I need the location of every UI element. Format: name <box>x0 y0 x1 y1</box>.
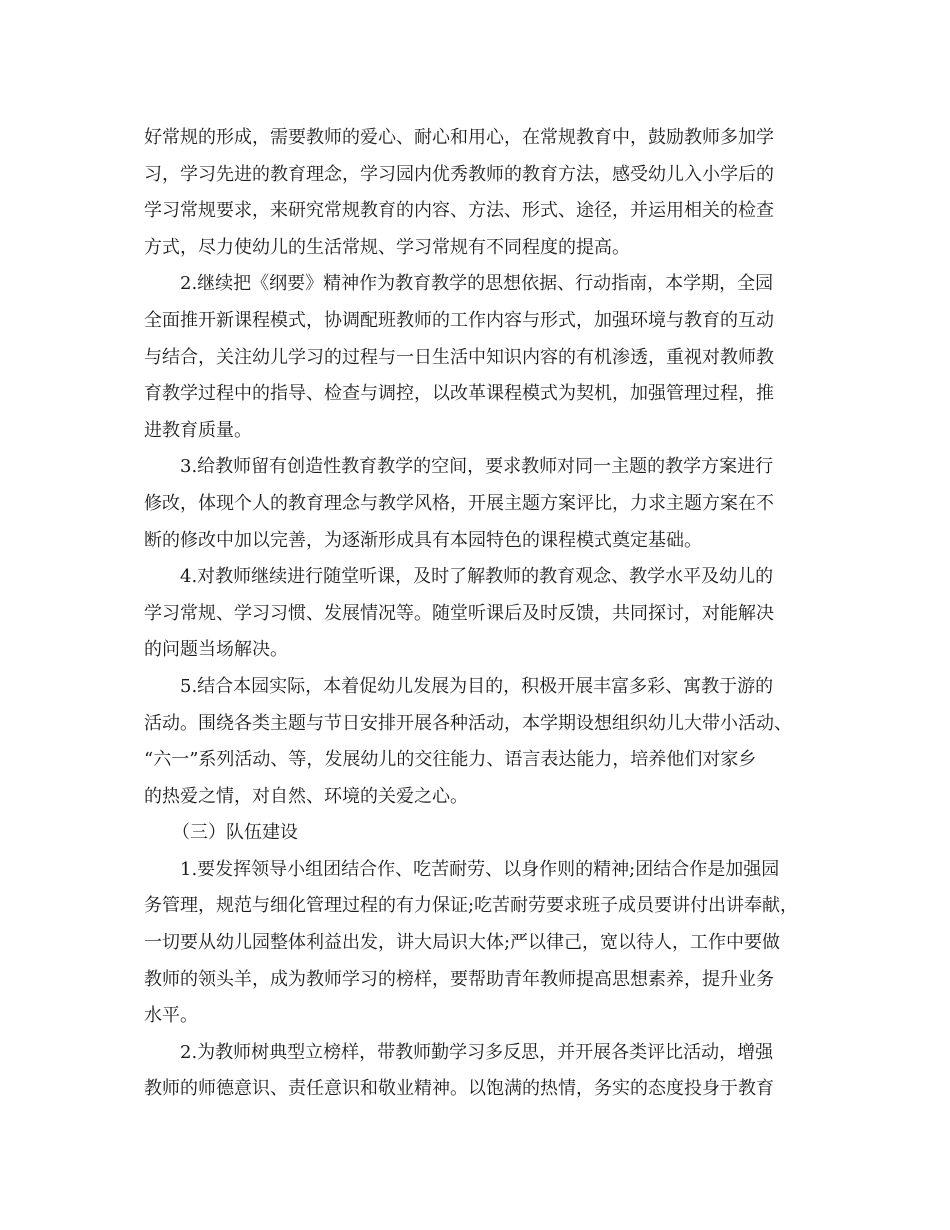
paragraph-start-line: 1.要发挥领导小组团结合作、吃苦耐劳、以身作则的精神;团结合作是加强园 <box>180 858 780 880</box>
text-line: 与结合，关注幼儿学习的过程与一日生活中知识内容的有机渗透，重视对教师教 <box>144 346 774 368</box>
text-line: 习，学习先进的教育理念，学习园内优秀教师的教育方法，感受幼儿入小学后的 <box>144 163 774 185</box>
text-line: 育教学过程中的指导、检查与调控，以改革课程模式为契机，加强管理过程，推 <box>144 383 774 405</box>
text-line: 进教育质量。 <box>144 419 252 441</box>
paragraph-start-line: 3.给教师留有创造性教育教学的空间，要求教师对同一主题的教学方案进行 <box>180 456 774 478</box>
document-body <box>144 120 804 1108</box>
paragraph-start-line: 5.结合本园实际，本着促幼儿发展为目的，积极开展丰富多彩、寓教于游的 <box>180 675 774 697</box>
text-line: 教师的师德意识、责任意识和敬业精神。以饱满的热情，务实的态度投身于教育 <box>144 1078 774 1100</box>
paragraph-start-line: 4.对教师继续进行随堂听课，及时了解教师的教育观念、教学水平及幼儿的 <box>180 566 774 588</box>
text-line: 的热爱之情，对自然、环境的关爱之心。 <box>144 785 468 807</box>
paragraph-start-line: 2.为教师树典型立榜样，带教师勤学习多反思，并开展各类评比活动，增强 <box>180 1041 774 1063</box>
text-line: 方式，尽力使幼儿的生活常规、学习常规有不同程度的提高。 <box>144 236 630 258</box>
text-line: 一切要从幼儿园整体利益出发，讲大局识大体;严以律己，宽以待人，工作中要做 <box>144 932 781 954</box>
section-heading: （三）队伍建设 <box>172 822 298 844</box>
text-line: 断的修改中加以完善，为逐渐形成具有本园特色的课程模式奠定基础。 <box>144 529 702 551</box>
text-line: 学习常规要求，来研究常规教育的内容、方法、形式、途径，并运用相关的检查 <box>144 200 774 222</box>
text-line: 水平。 <box>144 1005 198 1027</box>
paragraph-start-line: 2.继续把《纲要》精神作为教育教学的思想依据、行动指南，本学期，全园 <box>180 273 774 295</box>
text-line: 全面推开新课程模式，协调配班教师的工作内容与形式，加强环境与教育的互动 <box>144 309 774 331</box>
text-line: 学习常规、学习习惯、发展情况等。随堂听课后及时反馈，共同探讨，对能解决 <box>144 602 774 624</box>
text-line: “六一”系列活动、等，发展幼儿的交往能力、语言表达能力，培养他们对家乡 <box>144 749 757 771</box>
text-line: 活动。围绕各类主题与节日安排开展各种活动，本学期设想组织幼儿大带小活动、 <box>144 712 792 734</box>
text-line: 修改，体现个人的教育理念与教学风格，开展主题方案评比，力求主题方案在不 <box>144 492 774 514</box>
text-line: 好常规的形成，需要教师的爱心、耐心和用心，在常规教育中，鼓励教师多加学 <box>144 127 774 148</box>
text-line: 的问题当场解决。 <box>144 639 288 661</box>
text-line: 教师的领头羊，成为教师学习的榜样，要帮助青年教师提高思想素养，提升业务 <box>144 968 774 990</box>
text-line: 务管理，规范与细化管理过程的有力保证;吃苦耐劳要求班子成员要讲付出讲奉献， <box>144 895 799 917</box>
